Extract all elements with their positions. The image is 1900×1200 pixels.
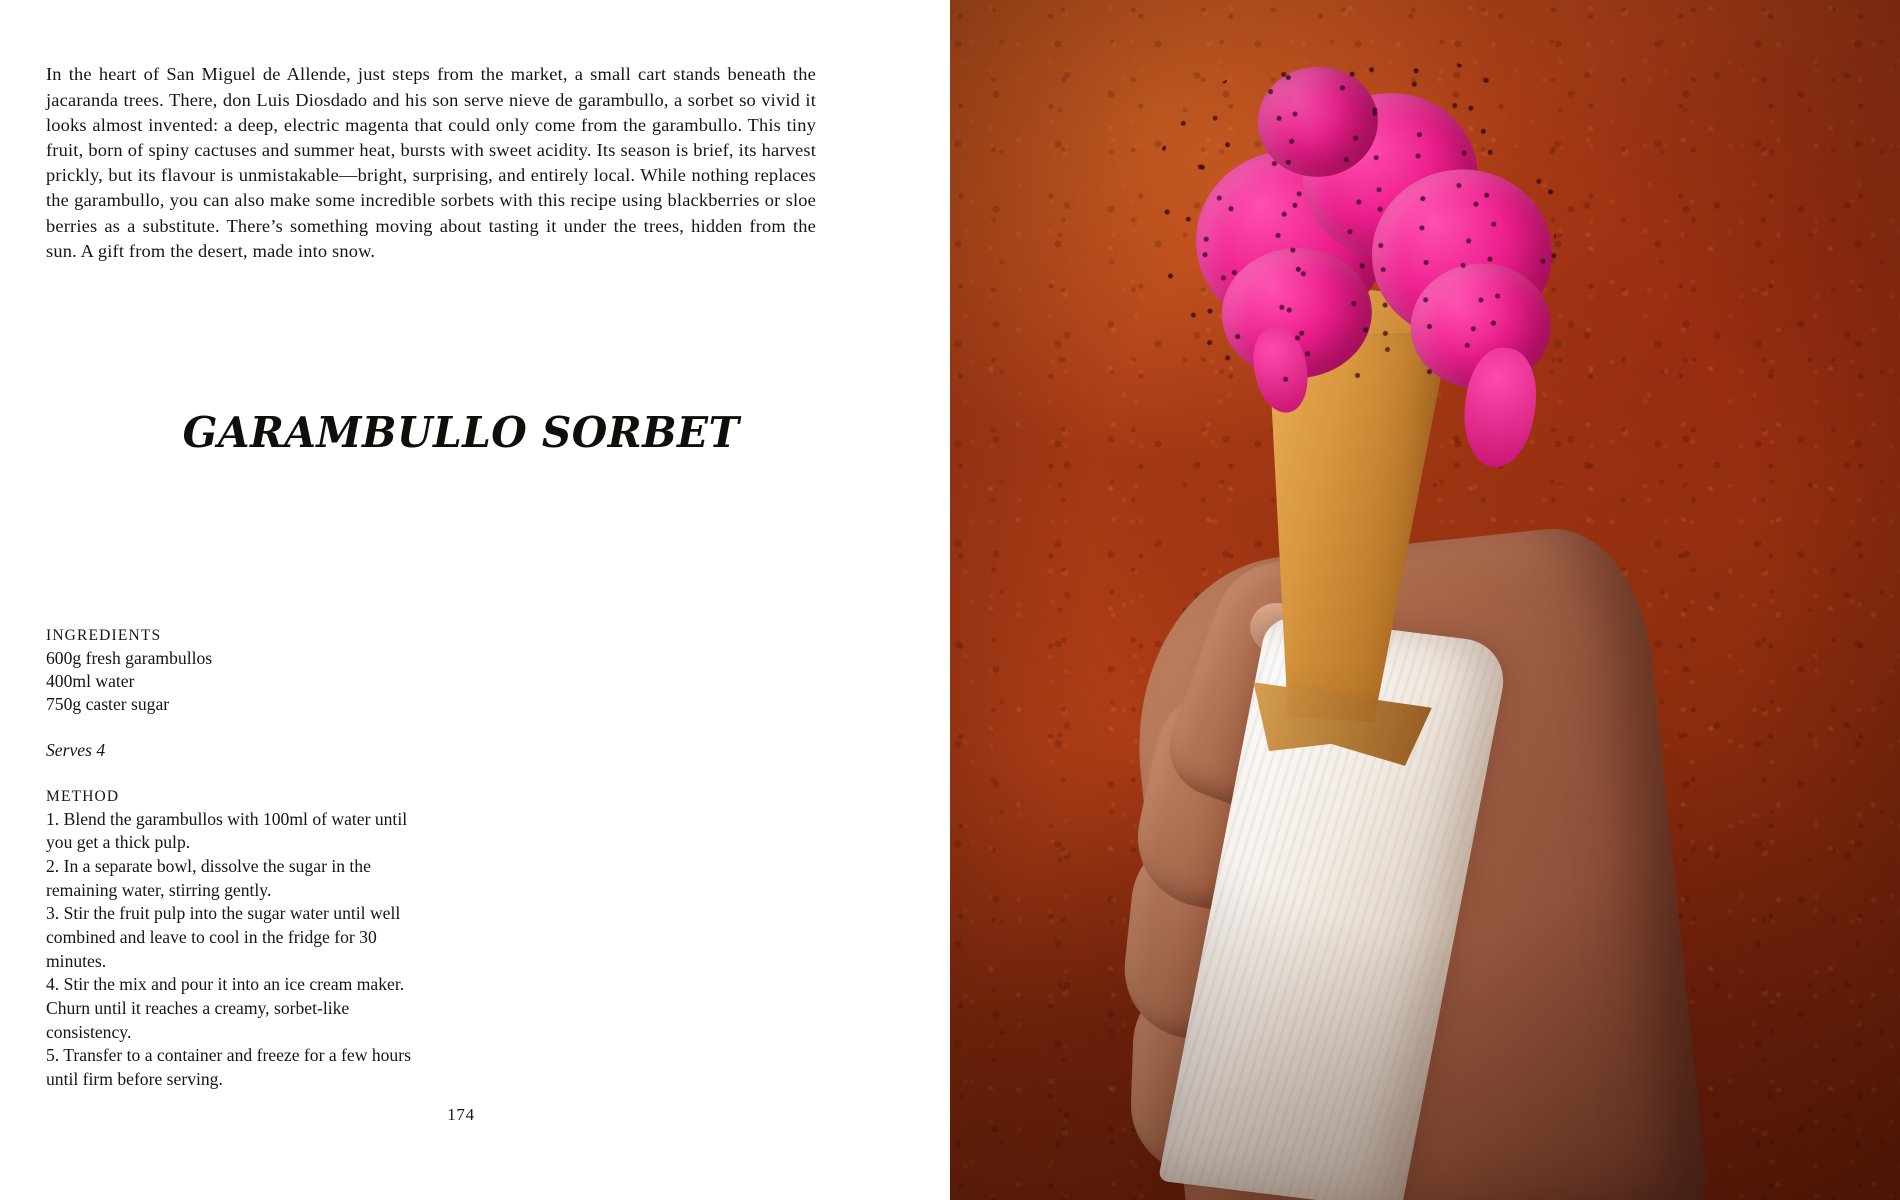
intro-paragraph: In the heart of San Miguel de Allende, just steps from the market, a small cart stands beneath the jacaranda trees. There, don Luis Diosdado and his son serve nieve de garambullo, a sorbet so vivid it looks almost invented: a deep, electric magenta that could only come from the garambullo. This tiny fruit, born of spiny cactuses and summer heat, bursts with sweet acidity. Its season is brief, its harvest prickly, but its flavour is unmistakable—bright, surprising, and entirely local. While nothing replaces the garambullo, you can also make some incredible sorbets with this recipe using blackberries or sloe berries as a substitute. There’s something moving about tasting it under the trees, hidden from the sun. A gift from the desert, made into snow. (46, 64, 816, 261)
method-step: 4. Stir the mix and pour it into an ice cream maker. Churn until it reaches a creamy, sorbet-like consistency. (46, 974, 405, 1042)
page-title: GARAMBULLO SORBET (182, 408, 740, 458)
method-step: 5. Transfer to a container and freeze for a few hours until firm before serving. (46, 1045, 411, 1089)
method-heading: METHOD (46, 787, 120, 805)
recipe-block (46, 627, 426, 1092)
sorbet-seeds (1147, 45, 1564, 395)
method-step: 2. In a separate bowl, dissolve the sugar in the remaining water, stirring gently. (46, 855, 371, 900)
serves-note: Serves 4 (46, 739, 106, 760)
ingredients-heading: INGREDIENTS (46, 627, 162, 644)
method-section (46, 788, 426, 1092)
ingredient-item: 400ml water (46, 671, 135, 692)
page-number: 174 (447, 1105, 475, 1124)
method-step: 3. Stir the fruit pulp into the sugar water until well combined and leave to cool in the fridge for 30 minutes. (46, 903, 401, 971)
method-step: 1. Blend the garambullos with 100ml of water until you get a thick pulp. (46, 808, 408, 853)
page-right-photo (950, 0, 1900, 1200)
ingredient-item: 600g fresh garambullos (46, 648, 213, 668)
sorbet-scoops (1147, 45, 1564, 395)
ingredient-item: 750g caster sugar (46, 694, 170, 715)
